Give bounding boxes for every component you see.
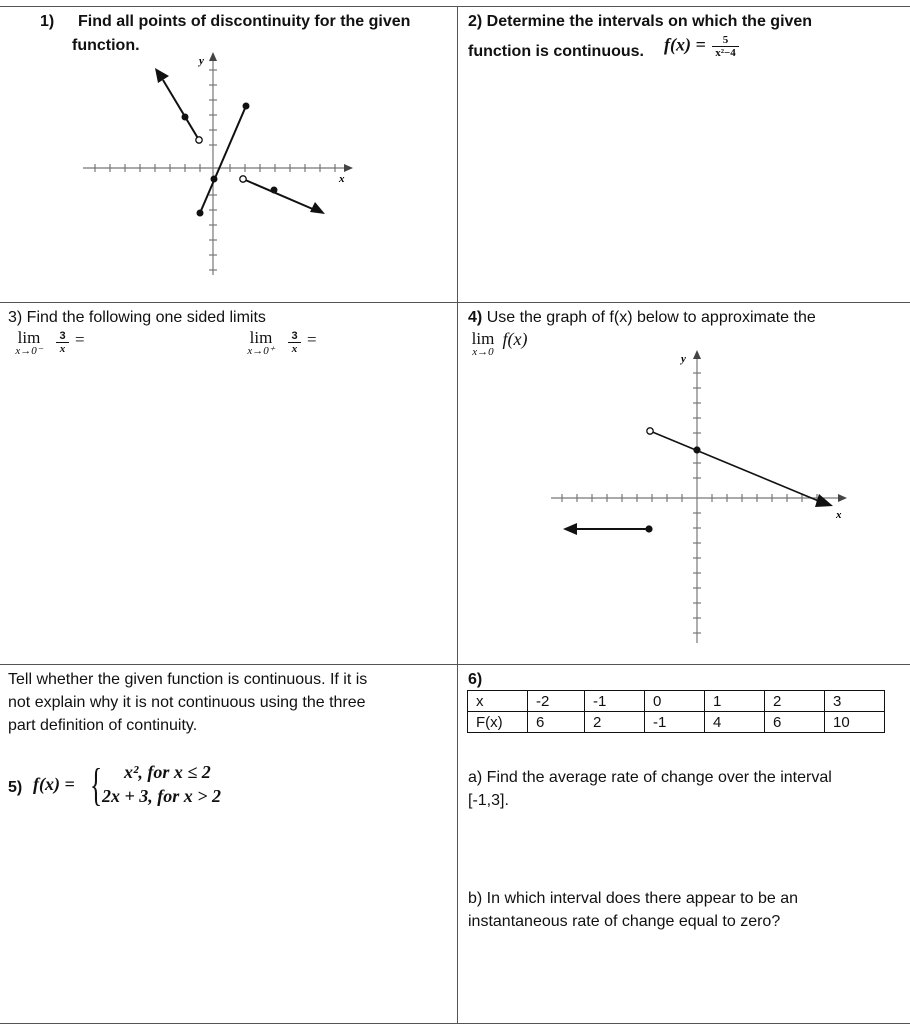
table-row [468, 691, 885, 712]
q1-text-line1: Find all points of discontinuity for the given [78, 13, 411, 30]
q1-left-open-point [196, 137, 202, 143]
q4-x-axis [551, 494, 841, 502]
q3-left-denominator: x [59, 343, 66, 355]
q4-graph [545, 348, 865, 648]
q1-right-filled-point [271, 187, 278, 194]
q1-right-open-point [240, 176, 246, 182]
q4-fx: f(x) [502, 329, 528, 349]
q1-middle-top-point [243, 103, 250, 110]
q4-filled-point-yaxis [693, 446, 700, 453]
q1-segment-middle [200, 106, 246, 213]
q4-y-axis [693, 356, 701, 643]
q5-case1: x², for x ≤ 2 [124, 762, 211, 782]
table-cell: 4 [705, 712, 765, 733]
q1-segment-left [163, 80, 199, 140]
q4-x-label: x [836, 509, 842, 521]
table-cell: 6 [528, 712, 585, 733]
q2-text-line2: function is continuous. [468, 43, 644, 60]
q3-left-lim-sub: x→0⁻ [15, 345, 43, 357]
q1-left-filled-point [182, 114, 189, 121]
q2-denominator: x²−4 [715, 47, 736, 59]
q1-x-axis [83, 164, 347, 172]
q4-heading [468, 306, 816, 329]
q2-function [664, 34, 741, 59]
q1-number: 1) [40, 13, 55, 30]
q5-text-line3: part definition of continuity. [8, 717, 198, 734]
rule-vertical [457, 6, 458, 1024]
table-cell: x [468, 691, 528, 712]
q3-right-denominator: x [291, 343, 298, 355]
q2-text-line1: 2) Determine the intervals on which the given [468, 13, 813, 30]
table-cell: 0 [645, 691, 705, 712]
q2-numerator: 5 [712, 34, 739, 47]
table-cell: 2 [585, 712, 645, 733]
q1-y-label: y [199, 55, 204, 67]
rule-bottom [0, 1023, 910, 1024]
q6-label: 6) [468, 671, 483, 688]
q1-segment-right [243, 179, 315, 210]
q2-fx: f(x) = [664, 34, 706, 55]
q3-left-equals: = [75, 330, 85, 349]
table-row [468, 712, 885, 733]
q3-right-equals: = [307, 330, 317, 349]
q4-limit [468, 331, 527, 358]
q1-y-arrow-icon [209, 52, 217, 61]
q4-segment-upper [650, 431, 821, 502]
q5-fx: f(x) = [33, 774, 75, 794]
q6-table [467, 690, 885, 733]
q6-b-line2: instantaneous rate of change equal to zero? [468, 913, 781, 930]
q4-lim-sub: x→0 [472, 346, 494, 358]
q4-label: 4) [468, 309, 483, 326]
table-cell: -1 [645, 712, 705, 733]
rule-top [0, 6, 910, 7]
q1-x-label: x [339, 173, 345, 185]
table-cell: 3 [825, 691, 885, 712]
table-cell: 2 [765, 691, 825, 712]
q4-open-point [647, 428, 653, 434]
q1-middle-bottom-point [197, 210, 204, 217]
q3-right-lim-word: lim [249, 328, 273, 347]
q3-left-limit [8, 330, 85, 357]
q4-text: Use the graph of f(x) below to approximate the [486, 309, 816, 326]
rule-mid-2 [0, 664, 910, 665]
q3-right-lim-sub: x→0⁺ [247, 345, 275, 357]
table-cell: -2 [528, 691, 585, 712]
table-cell: -1 [585, 691, 645, 712]
q1-graph [75, 50, 375, 290]
q4-y-arrow-icon [693, 350, 701, 359]
q6-b-line1: b) In which interval does there appear to be an [468, 890, 798, 907]
table-cell: 10 [825, 712, 885, 733]
q3-right-fraction [288, 330, 300, 355]
q3-text: 3) Find the following one sided limits [8, 309, 266, 326]
q1-x-arrow-icon [344, 164, 353, 172]
q2-fraction [712, 34, 739, 59]
q1-right-arrow-icon [310, 202, 325, 214]
q4-x-arrow-icon [838, 494, 847, 502]
q3-right-limit [240, 330, 317, 357]
q5-label: 5) [8, 779, 23, 796]
q3-left-fraction [56, 330, 68, 355]
q5-brace: { [90, 759, 103, 810]
q3-right-numerator: 3 [288, 330, 300, 343]
q1-left-arrow-icon [155, 68, 169, 83]
table-cell: F(x) [468, 712, 528, 733]
q1-y-axis [209, 58, 217, 275]
q3-left-numerator: 3 [56, 330, 68, 343]
q5-text-line1: Tell whether the given function is continuous. If it is [8, 671, 368, 688]
q3-left-lim-word: lim [17, 328, 41, 347]
q4-y-label: y [681, 353, 686, 365]
q5-case2: 2x + 3, for x > 2 [102, 786, 222, 806]
q1-middle-axis-point [211, 176, 218, 183]
table-cell: 6 [765, 712, 825, 733]
q4-upper-arrow-icon [815, 494, 833, 507]
q6-a-line1: a) Find the average rate of change over the interval [468, 769, 832, 786]
q6-a-line2: [-1,3]. [468, 792, 509, 809]
rule-mid-1 [0, 302, 910, 303]
q1-text-line2: function. [72, 37, 140, 54]
q4-lim-word: lim [471, 329, 495, 348]
table-cell: 1 [705, 691, 765, 712]
q4-filled-point-lower [645, 525, 652, 532]
q4-lower-arrow-icon [563, 523, 577, 535]
q5-text-line2: not explain why it is not continuous using the three [8, 694, 366, 711]
